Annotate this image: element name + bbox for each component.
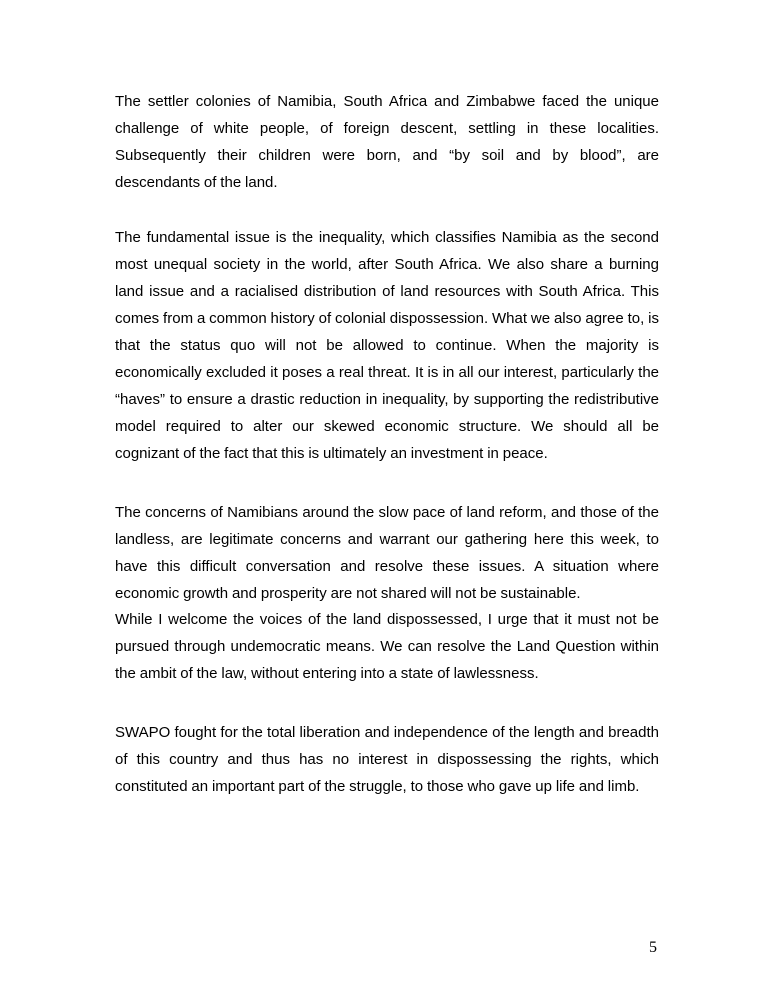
paragraph-democratic-means: While I welcome the voices of the land dispossessed, I urge that it must not be pursued through undemocratic means. We can resolve the Land Question within the ambit of the law, without entering into a state of lawlessness. <box>115 611 659 682</box>
paragraph-land-reform-concerns: The concerns of Namibians around the slow pace of land reform, and those of the landless, are legitimate concerns and warrant our gathering here this week, to have this difficult conversation and resolve these issues. A situation where economic growth and prosperity are not shared will not be sustainable. <box>115 504 659 602</box>
page-number: 5 <box>649 939 657 956</box>
paragraph-inequality: The fundamental issue is the inequality, which classifies Namibia as the second most unequal society in the world, after South Africa. We also share a burning land issue and a racialised distribution of land resources with South Africa. This comes from a common history of colonial dispossession. What we also agree to, is that the status quo will not be allowed to continue. When the majority is economically excluded it poses a real threat. It is in all our interest, particularly the “haves” to ensure a drastic reduction in inequality, by supporting the redistributive model required to alter our skewed economic structure. We should all be cognizant of the fact that this is ultimately an investment in peace. <box>115 229 659 462</box>
paragraph-swapo-liberation: SWAPO fought for the total liberation and independence of the length and breadth of this country and thus has no interest in dispossessing the rights, which constituted an important part of the struggle, to those who gave up life and limb. <box>115 724 659 795</box>
paragraph-settler-colonies: The settler colonies of Namibia, South Africa and Zimbabwe faced the unique challenge of white people, of foreign descent, settling in these localities. Subsequently their children were born, and “by soil and by blood”, are descendants of the land. <box>115 93 659 191</box>
